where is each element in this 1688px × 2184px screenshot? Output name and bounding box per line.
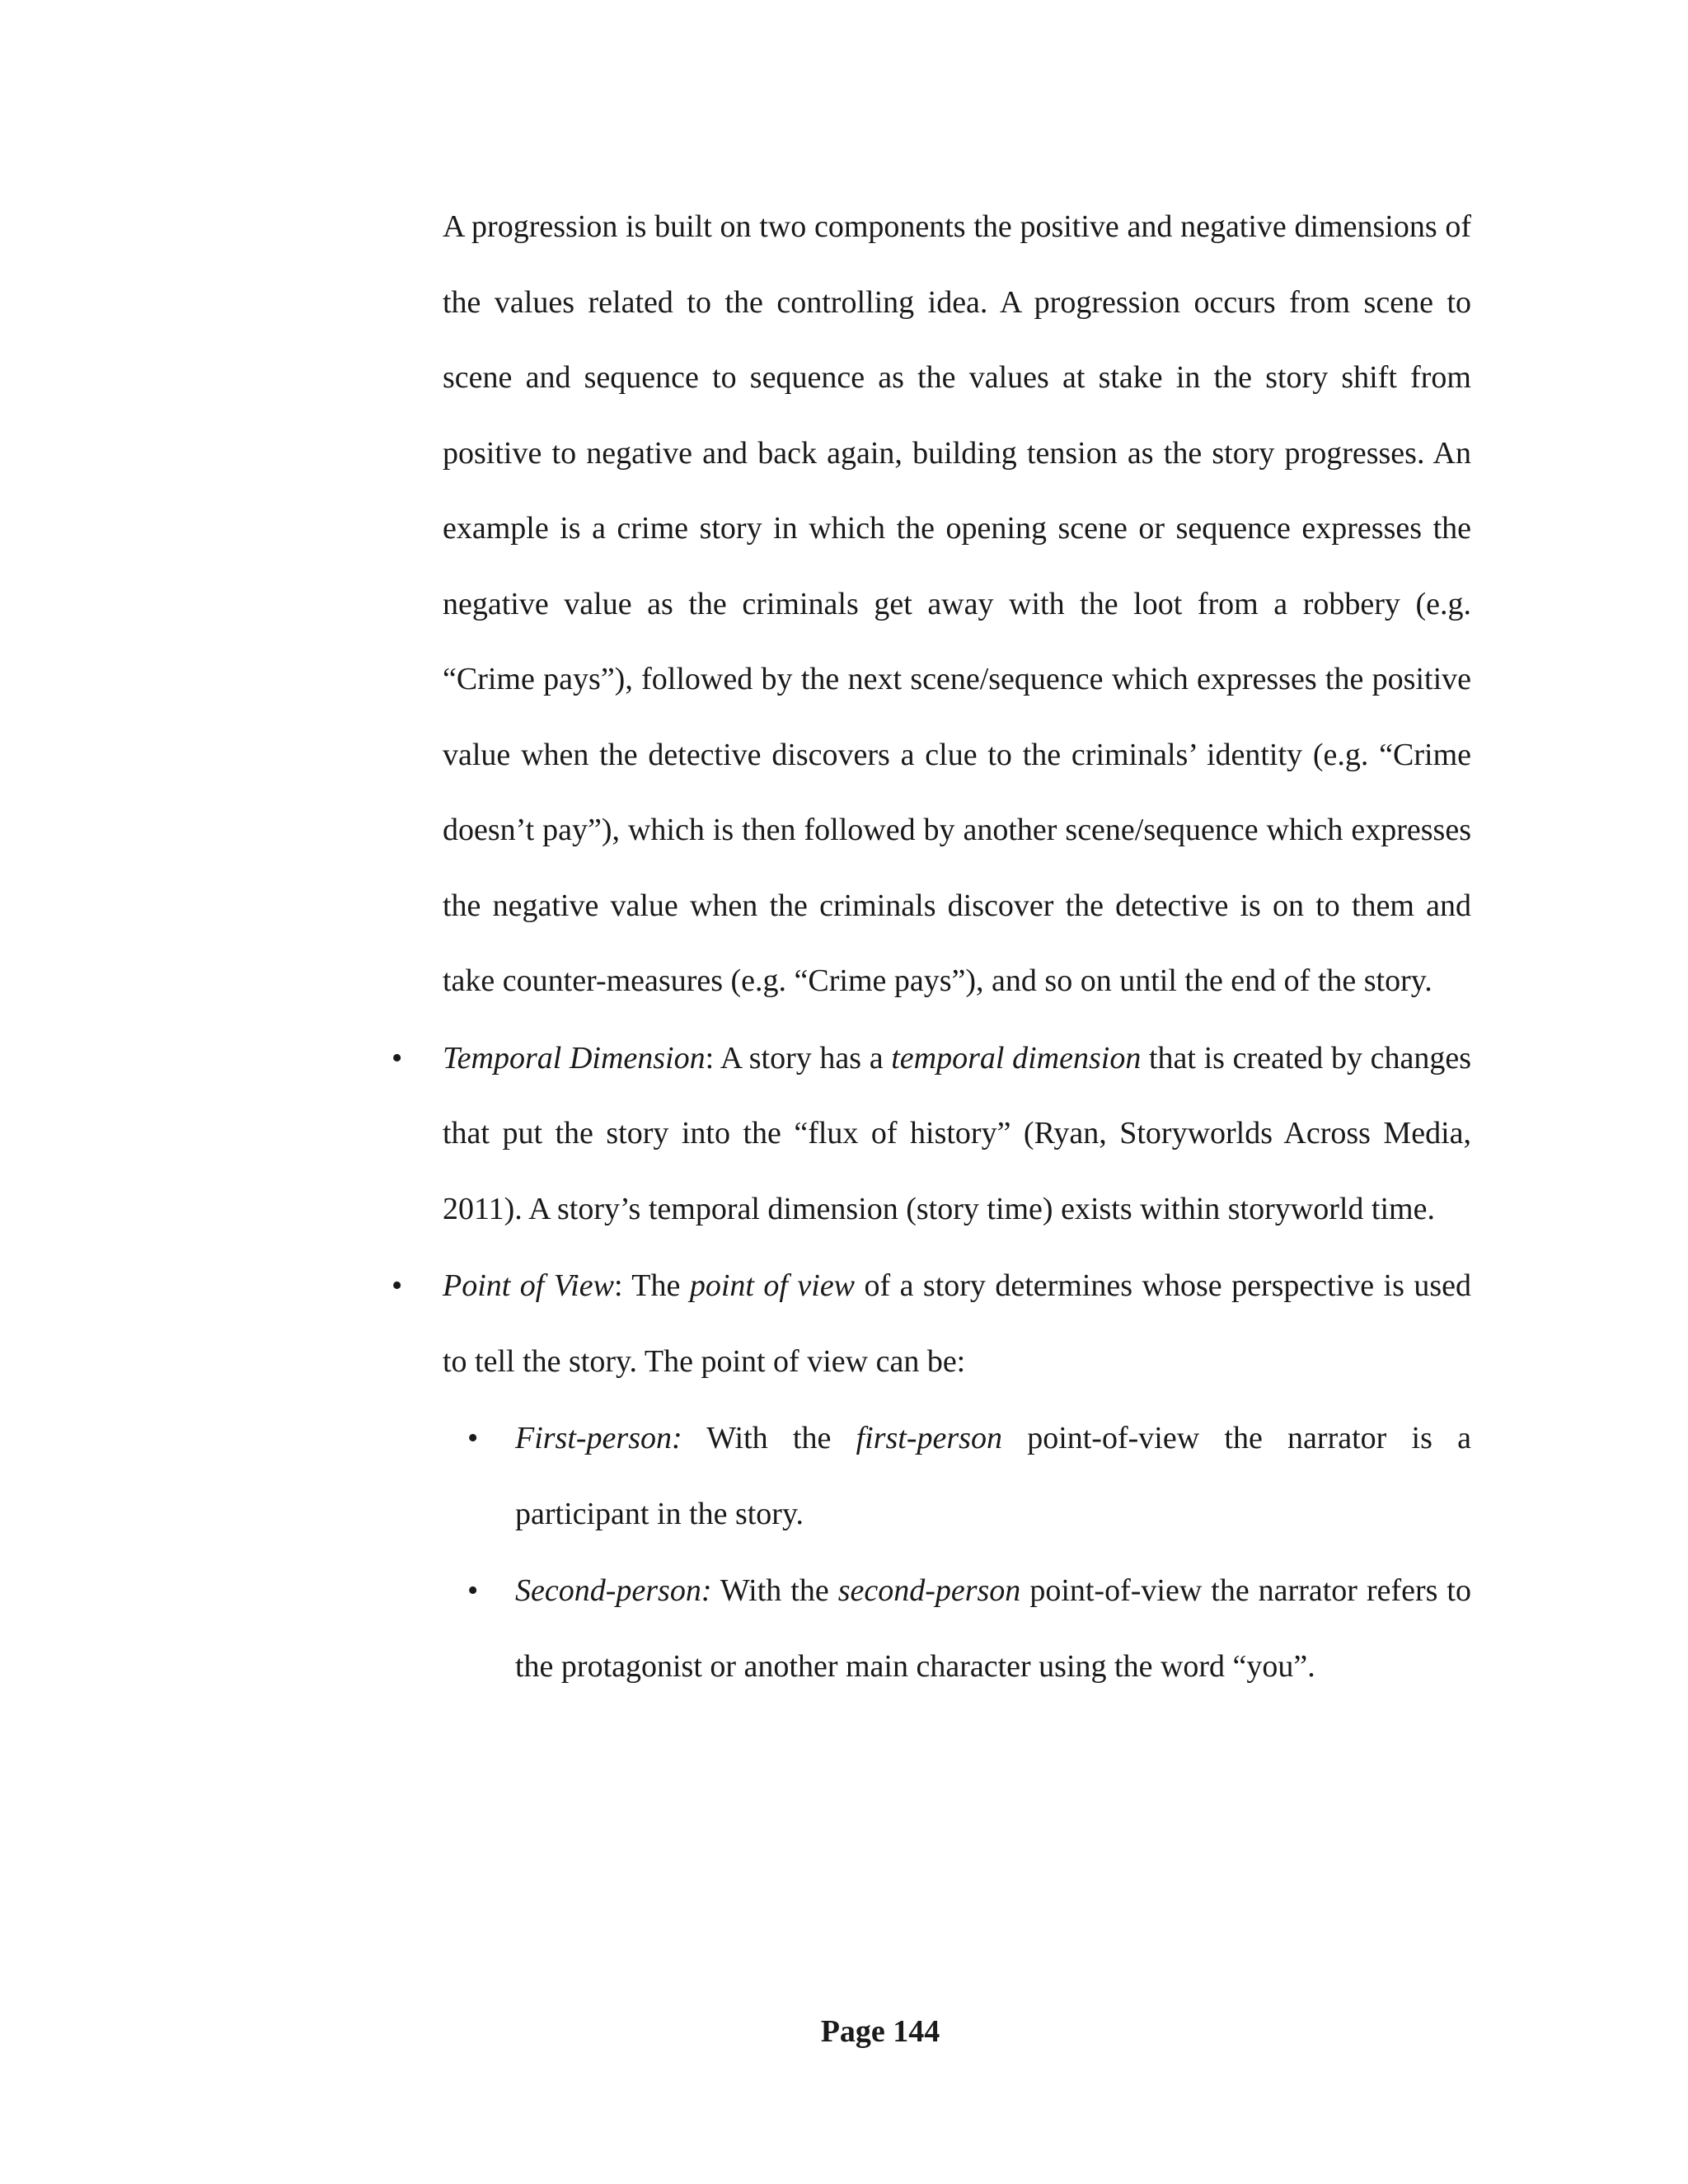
bullet-text	[443, 1021, 1471, 1248]
sub-bullet-term: Second-person:	[515, 1573, 712, 1608]
bullet-term: Temporal Dimension	[443, 1040, 706, 1076]
sub-bullet-lead: With the	[682, 1421, 856, 1455]
sub-bullet-marker: •	[467, 1573, 479, 1608]
sub-bullet-rest: point-of-view the narrator is a participant in the story.	[515, 1421, 1471, 1531]
sub-bullet-emphasis: first-person	[856, 1421, 1002, 1455]
sub-bullet-text	[515, 1554, 1471, 1704]
bullet-text	[443, 1249, 1471, 1399]
bullet-marker: •	[392, 1268, 403, 1303]
page-content	[392, 190, 1472, 1704]
bullet-term: Point of View	[443, 1268, 614, 1303]
bullet-marker: •	[392, 1040, 403, 1076]
bullet-emphasis: point of view	[689, 1268, 856, 1303]
sub-bullet-emphasis: second-person	[837, 1573, 1021, 1608]
bullet-rest: of a story determines whose perspective is used to tell the story. The point of view can be:	[443, 1268, 1472, 1379]
bullet-lead: : The	[613, 1268, 690, 1303]
sub-bullet-lead: With the	[711, 1573, 838, 1608]
bullet-emphasis: temporal dimension	[891, 1040, 1142, 1076]
bullet-point-of-view	[392, 1249, 1472, 1399]
sub-bullet-marker: •	[467, 1421, 479, 1455]
bullet-rest: that is created by changes that put the story into the “flux of history” (Ryan, Storyworlds Across Media, 2011). A story’s temporal dimension (story time) exists within storyworld time.	[443, 1040, 1471, 1226]
sub-bullet-second-person	[467, 1554, 1471, 1704]
sub-bullet-term: First-person:	[515, 1421, 682, 1455]
page-number: Page 144	[820, 2014, 940, 2049]
sub-bullet-text	[515, 1401, 1471, 1552]
body-paragraph: A progression is built on two components the positive and negative dimensions of the values related to the controlling idea. A progression occurs from scene to scene and sequence to sequence as the values at stake in the story shift from positive to negative and back again, building tension as the story progresses. An example is a crime story in which the opening scene or sequence expresses the negative value as the criminals get away with the loot from a robbery (e.g. “Crime pays”), followed by the next scene/sequence which expresses the positive value when the detective discovers a clue to the criminals’ identity (e.g. “Crime doesn’t pay”), which is then followed by another scene/sequence which expresses the negative value when the criminals discover the detective is on to them and take counter-measures (e.g. “Crime pays”), and so on until the end of the story.	[443, 209, 1471, 998]
bullet-lead: : A story has a	[705, 1040, 892, 1076]
sub-bullet-first-person	[467, 1401, 1471, 1552]
sub-bullet-rest: point-of-view the narrator refers to the protagonist or another main character using the word “you”.	[515, 1573, 1471, 1684]
bullet-temporal-dimension	[392, 1021, 1471, 1248]
